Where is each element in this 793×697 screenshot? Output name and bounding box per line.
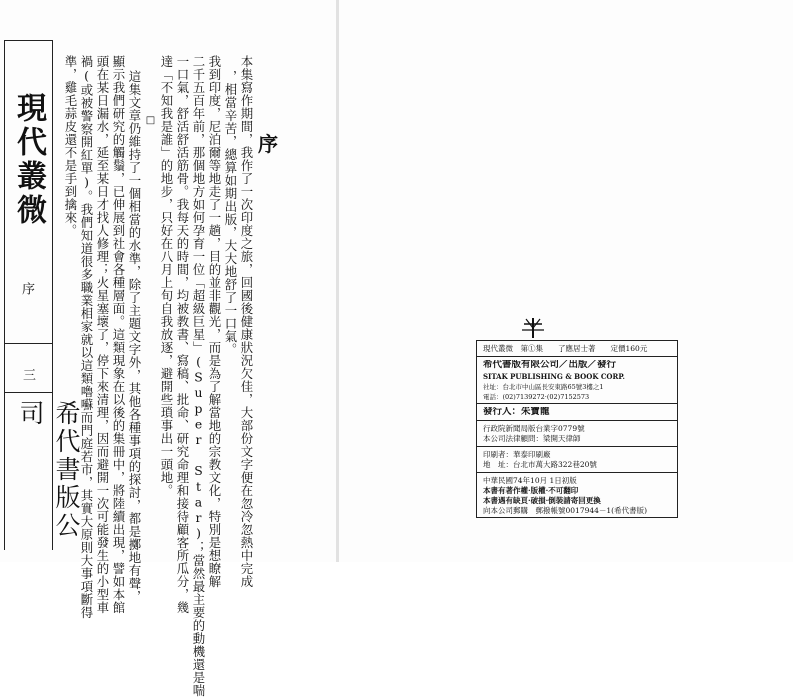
section-break-mark: □	[145, 115, 156, 127]
margin-rule-outer	[4, 40, 5, 550]
text-column: 顯示我們研究的觸鬚，已伸展到社會各種層面。這類現象在以後的集冊中，將陸續出現，譬如本館	[111, 55, 126, 614]
colophon-divider	[477, 403, 677, 404]
book-gutter	[336, 0, 339, 562]
text-column: 二千五百年前，那個地方如何孕育一位「超級巨星」(Super Star)；當然最主要的動機還是喘	[191, 55, 206, 697]
margin-section-label: 序	[19, 282, 34, 295]
colophon-divider	[477, 420, 677, 421]
text-column: 我到印度，尼泊爾等地走了一趟，目的並非觀光，而是為了解當地的宗教文化，特別是想瞭解	[207, 55, 222, 588]
publisher-phone: 電話：(02)7139272·(02)7152573	[483, 393, 590, 401]
text-column: 禍(或被警察開紅單)。我們知道很多職業相家就以這類嚕囌而門庭若市，其實大原則大事項斷得	[79, 55, 94, 620]
edition-date: 中華民國74年10月 1日初版	[483, 476, 577, 485]
colophon	[476, 340, 678, 518]
text-column: 準，雞毛蒜皮還不是手到擒來。	[63, 55, 78, 237]
issuer: 發行人：朱寶龍	[483, 407, 550, 417]
license-number: 行政院新聞局版台業字0779號	[483, 424, 585, 433]
text-column: 本集寫作期間，我作了一次印度之旅，回國後健康狀況欠佳，大部份文字便在忽冷忽熱中完成	[239, 55, 254, 588]
series-title: 現代叢微	[11, 92, 46, 228]
printer-address: 地 址：台北市萬大路322巷20號	[483, 460, 597, 469]
preface-body	[60, 55, 254, 697]
text-column: 這集文章仍維持了一個相當的水準，除了主題文字外，其他各種事項的探討，都是擲地有聲，	[127, 70, 142, 603]
rights-notice: 本書有著作權·版權·不可翻印	[483, 486, 579, 495]
margin-publisher: 希代書版公司	[16, 400, 81, 540]
text-column: 頭在某日漏水，延至某日才找人修理；火星塞壞了，停下來清理，因而避開一次可能發生的小型車	[95, 55, 110, 614]
text-column: 一口氣，舒活舒活筋骨。我每天的時間，均被教書、寫稿、批命、研究命理和接待顧客所瓜分，幾	[175, 55, 190, 614]
legal-counsel: 本公司法律顧問：梁開天律師	[483, 434, 581, 443]
text-column: ，相當辛苦，總算如期出版，大大地舒了一口氣。	[223, 70, 238, 356]
postal-order: 向本公司郵購 郵撥帳號0017944－1(希代書版)	[483, 506, 648, 515]
publisher-name: 希代書版有限公司／出版／發行	[483, 360, 617, 370]
margin-rule-divider-1	[4, 343, 53, 344]
preface-heading: 序	[258, 132, 278, 156]
book-info-line: 現代叢微 第①集 了應居士著 定價160元	[483, 344, 648, 353]
colophon-divider	[477, 446, 677, 447]
colophon-divider	[477, 356, 677, 357]
colophon-divider	[477, 472, 677, 473]
publisher-name-en: SITAK PUBLISHING & BOOK CORP.	[483, 372, 625, 381]
margin-page-number: 三	[20, 368, 35, 381]
printer: 印刷者：華泰印刷廠	[483, 450, 551, 459]
publisher-address: 社址：台北市中山區長安東路65號3樓之1	[483, 383, 604, 391]
margin-rule-divider-2	[4, 392, 53, 393]
margin-rule-top	[4, 40, 53, 41]
publisher-logo-icon	[520, 316, 546, 340]
text-column: 達「不知我是誰」的地步，只好在八月上旬自我放逐，避開些瑣事出一頭地。	[159, 55, 174, 497]
return-notice: 本書遇有缺頁·破損·倒裝請寄回更換	[483, 496, 601, 505]
